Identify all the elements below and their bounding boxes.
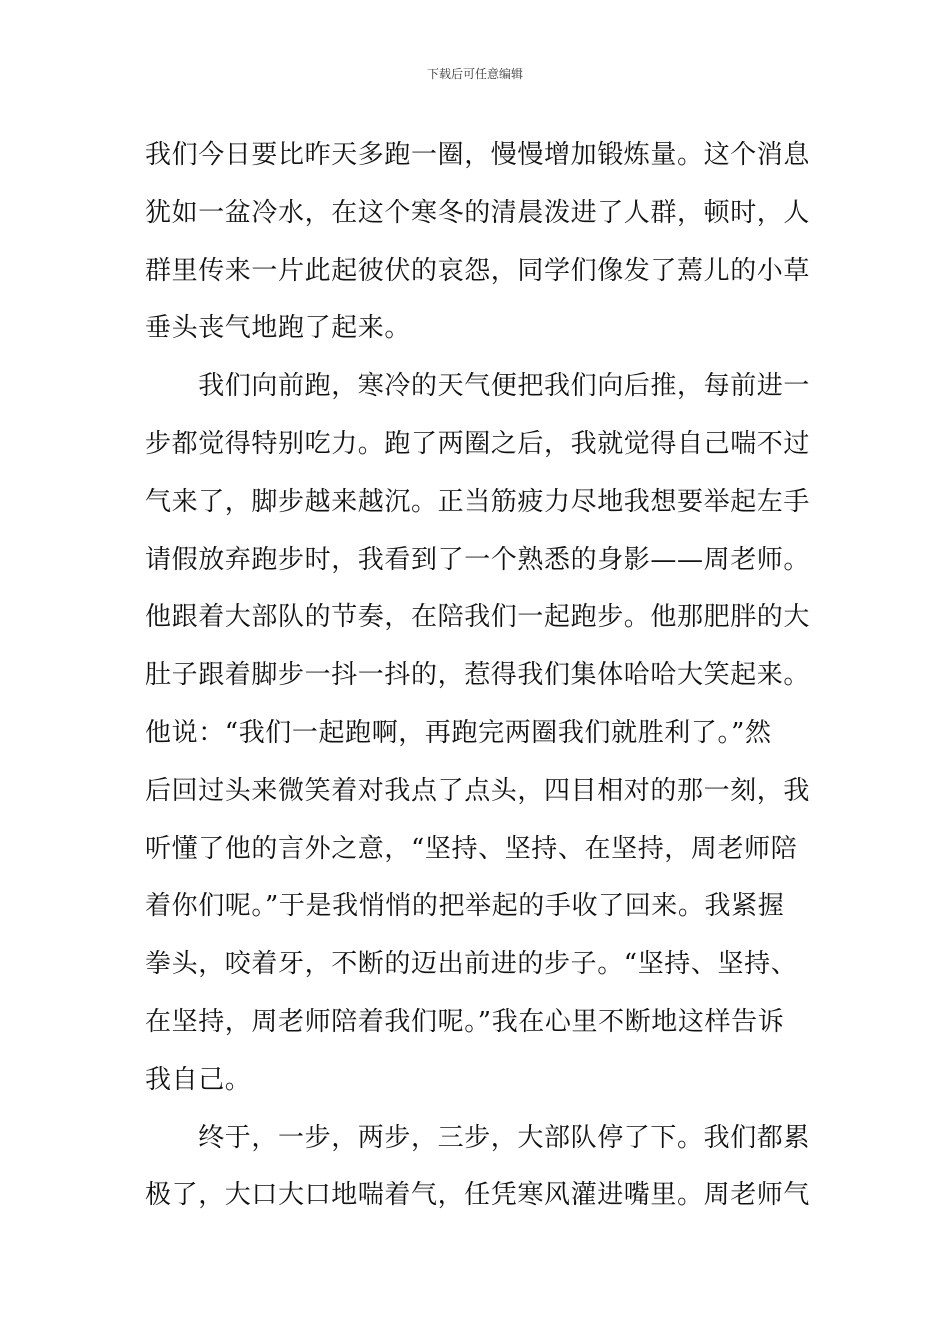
text-line: 请假放弃跑步时，我看到了一个熟悉的身影——周老师。 xyxy=(145,544,811,575)
text-line: 拳头，咬着牙，不断的迈出前进的步子。“坚持、坚持、 xyxy=(145,949,798,980)
text-line: 后回过头来微笑着对我点了点头，四目相对的那一刻，我 xyxy=(145,775,811,806)
text-line: 我们今日要比昨天多跑一圈，慢慢增加锻炼量。这个消息 xyxy=(145,140,811,170)
text-line: 群里传来一片此起彼伏的哀怨，同学们像发了蔫儿的小草 xyxy=(145,255,811,286)
text-line: 他说：“我们一起跑啊，再跑完两圈我们就胜利了。”然 xyxy=(145,717,772,748)
text-line: 着你们呢。”于是我悄悄的把举起的手收了回来。我紧握 xyxy=(145,891,785,922)
text-line: 他跟着大部队的节奏，在陪我们一起跑步。他那肥胖的大 xyxy=(145,602,811,633)
text-line: 听懂了他的言外之意，“坚持、坚持、在坚持，周老师陪 xyxy=(145,833,798,864)
text-line: 步都觉得特别吃力。跑了两圈之后，我就觉得自己喘不过 xyxy=(145,428,811,459)
text-line: 肚子跟着脚步一抖一抖的，惹得我们集体哈哈大笑起来。 xyxy=(145,660,811,691)
document-body xyxy=(145,127,811,1225)
paragraph-2 xyxy=(145,358,811,1109)
text-line: 在坚持，周老师陪着我们呢。”我在心里不断地这样告诉 xyxy=(145,1006,785,1037)
text-line: 我们向前跑，寒冷的天气便把我们向后推，每前进一 xyxy=(145,371,811,402)
text-line: 我自己。 xyxy=(145,1064,252,1095)
text-line: 终于，一步，两步，三步，大部队停了下。我们都累 xyxy=(145,1122,811,1153)
text-line: 垂头丧气地跑了起来。 xyxy=(145,313,412,344)
text-line: 极了，大口大口地喘着气，任凭寒风灌进嘴里。周老师气 xyxy=(145,1180,811,1211)
text-line: 气来了，脚步越来越沉。正当筋疲力尽地我想要举起左手 xyxy=(145,486,811,517)
text-line: 犹如一盆冷水，在这个寒冬的清晨泼进了人群，顿时，人 xyxy=(145,197,811,228)
paragraph-1 xyxy=(145,127,811,358)
header-note: 下载后可任意编辑 xyxy=(426,67,523,81)
paragraph-3 xyxy=(145,1110,811,1226)
